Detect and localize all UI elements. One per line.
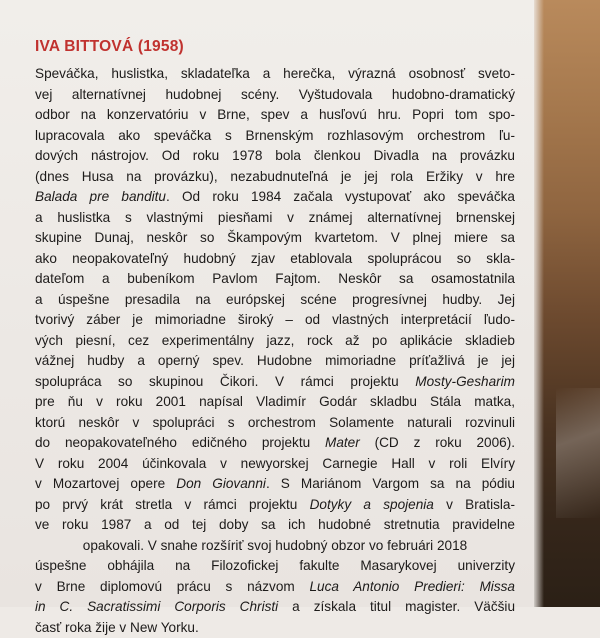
text-line: tvorivý záber je mimoriadne široký – od vlastných interpretácií ľudo- xyxy=(35,310,515,331)
text-line: lupracovala ako speváčka s Brnenským rozhlasovým orchestrom ľu- xyxy=(35,126,515,147)
text-line: úspešne obhájila na Filozofickej fakulte Masarykovej univerzity xyxy=(35,556,515,577)
text-line: ako neopakovateľný hudobný zjav etablovala spoluprácou so skla- xyxy=(35,249,515,270)
text-line: dateľom a bubeníkom Pavlom Fajtom. Neskôr sa osamostatnila xyxy=(35,269,515,290)
side-photo-strip xyxy=(534,0,600,607)
text-line: po prvý krát stretla v rámci projektu Dotyky a spojenia v Bratisla- xyxy=(35,495,515,516)
text-line: do neopakovateľného edičného projektu Mater (CD z roku 2006). xyxy=(35,433,515,454)
italic-title: Mosty-Gesharim xyxy=(415,374,515,389)
text-line: opakovali. V snahe rozšíriť svoj hudobný obzor vo februári 2018 xyxy=(35,536,515,557)
biography-section xyxy=(35,38,515,638)
text-line: pre ňu v roku 2001 napísal Vladimír Godár skladbu Stála matka, xyxy=(35,392,515,413)
text-line: Balada pre banditu. Od roku 1984 začala vystupovať ako speváčka xyxy=(35,187,515,208)
text-line: in C. Sacratissimi Corporis Christi a získala titul magister. Väčšiu xyxy=(35,597,515,618)
text-line: vážnej hudby a operný spev. Hudobne mimoriadne príťažlivá je jej xyxy=(35,351,515,372)
italic-title: Balada pre banditu xyxy=(35,189,166,204)
text-line: dových nástrojov. Od roku 1978 bola členkou Divadla na provázku xyxy=(35,146,515,167)
italic-title: in C. Sacratissimi Corporis Christi xyxy=(35,599,278,614)
text-line: spolupráca so skupinou Čikori. V rámci projektu Mosty-Gesharim xyxy=(35,372,515,393)
text-line: v Brne diplomovú prácu s názvom Luca Antonio Predieri: Missa xyxy=(35,577,515,598)
text-line: Speváčka, huslistka, skladateľka a herečka, výrazná osobnosť sveto- xyxy=(35,64,515,85)
text-line: vej alternatívnej hudobnej scény. Vyštudovala hudobno-dramatický xyxy=(35,85,515,106)
text-line: časť roka žije v New Yorku. xyxy=(35,618,515,638)
italic-title: Don Giovanni xyxy=(176,476,266,491)
text-line: odbor na konzervatóriu v Brne, spev a husľovú hru. Popri tom spo- xyxy=(35,105,515,126)
text-line: ve roku 1987 a od tej doby sa ich hudobné stretnutia pravidelne xyxy=(35,515,515,536)
text-line: (dnes Husa na provázku), nezabudnuteľná je jej rola Eržiky v hre xyxy=(35,167,515,188)
text-line: vých piesní, cez experimentálny jazz, rock až po aplikácie skladieb xyxy=(35,331,515,352)
text-line: V roku 2004 účinkovala v newyorskej Carnegie Hall v roli Elvíry xyxy=(35,454,515,475)
italic-title: Mater xyxy=(325,435,360,450)
italic-title: Luca Antonio Predieri: Missa xyxy=(309,579,515,594)
biography-text xyxy=(35,64,515,638)
text-line: ktorú neskôr v spolupráci s orchestrom Solamente naturali rozvinuli xyxy=(35,413,515,434)
text-line: skupine Dunaj, neskôr so Škampovým kvartetom. V plnej miere sa xyxy=(35,228,515,249)
text-line: a úspešne presadila na európskej scéne progresívnej hudby. Jej xyxy=(35,290,515,311)
italic-title: Dotyky a spojenia xyxy=(310,497,434,512)
text-line: v Mozartovej opere Don Giovanni. S Mariánom Vargom sa na pódiu xyxy=(35,474,515,495)
biography-heading: IVA BITTOVÁ (1958) xyxy=(35,38,515,56)
text-line: a huslistka s vlastnými piesňami v známej alternatívnej brnenskej xyxy=(35,208,515,229)
